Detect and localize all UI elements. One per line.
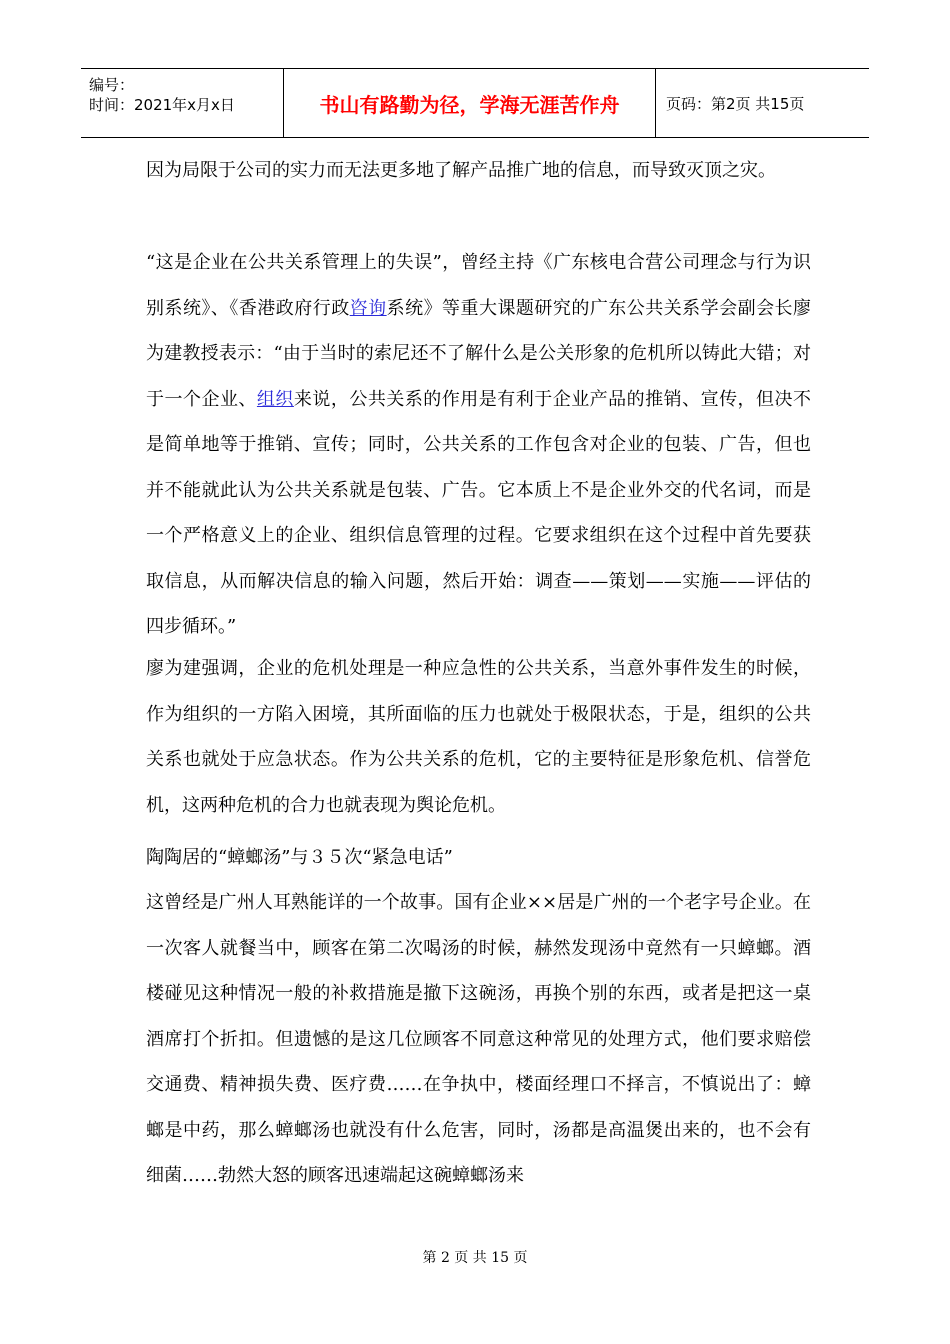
header-motto: 书山有路勤为径，学海无涯苦作舟 (283, 69, 656, 137)
quote-text-part-3: 来说，公共关系的作用是有利于企业产品的推销、宣传，但决不是简单地等于推销、宣传；同时，公共关系的工作包含对企业的包装、广告，但也并不能就此认为公共关系就是包装、广告。它本质上不是企业外交的代名词，而是一个严格意义上的企业、组织信息管理的过程。它要求组织在这个过程中首先要获取信息，从而解决信息的输入问题，然后开始：调查——策划——实施——评估的四步循环。” (146, 388, 812, 637)
paragraph-emphasis (146, 646, 811, 828)
quote-text-part-1: “这是企业在公共关系管理上的失误”，曾经主持《广东核电合营公司理念与行为识别系统》、《香港政府行政 (146, 252, 811, 319)
document-time-label: 时间：2021年x月x日 (89, 96, 235, 114)
quote-text-part-2: 系统》等重大课题研究的广东公共关系学会副会长廖为建教授表示：“由于当时的索尼还不了解什么是公关形象的危机所以铸此大错；对于一个企业、 (146, 297, 812, 410)
paragraph-story (146, 880, 811, 1199)
section-heading (146, 835, 811, 881)
page-footer: 第 2 页 共 15 页 (422, 1250, 528, 1266)
link-consulting[interactable]: 咨询 (349, 297, 387, 319)
document-number-label: 编号： (89, 76, 135, 94)
paragraph-text: 因为局限于公司的实力而无法更多地了解产品推广地的信息，而导致灭顶之灾。 (146, 160, 776, 181)
link-organization[interactable]: 组织 (256, 388, 294, 410)
paragraph-text: 廖为建强调，企业的危机处理是一种应急性的公共关系，当意外事件发生的时候，作为组织的一方陷入困境，其所面临的压力也就处于极限状态，于是，组织的公共关系也就处于应急状态。作为公共关系的危机，它的主要特征是形象危机、信誉危机，这两种危机的合力也就表现为舆论危机。 (146, 658, 811, 816)
paragraph-quote (146, 240, 811, 650)
heading-text: 陶陶居的“蟑螂汤”与３５次“紧急电话” (146, 847, 453, 868)
paragraph-text: 这曾经是广州人耳熟能详的一个故事。国有企业××居是广州的一个老字号企业。在一次客人就餐当中，顾客在第二次喝汤的时候，赫然发现汤中竟然有一只蟑螂。酒楼碰见这种情况一般的补救措施是撤下这碗汤，再换个别的东西，或者是把这一桌酒席打个折扣。但遗憾的是这几位顾客不同意这种常见的处理方式，他们要求赔偿交通费、精神损失费、医疗费……在争执中，楼面经理口不择言，不慎说出了：蟑螂是中药，那么蟑螂汤也就没有什么危害，同时，汤都是高温煲出来的，也不会有细菌……勃然大怒的顾客迅速端起这碗蟑螂汤来 (146, 892, 811, 1186)
header-page-label: 页码：第2页 共15页 (666, 94, 805, 113)
paragraph-text (146, 240, 811, 650)
paragraph-intro (146, 148, 811, 194)
header-meta (81, 69, 283, 137)
page-header (81, 68, 869, 138)
